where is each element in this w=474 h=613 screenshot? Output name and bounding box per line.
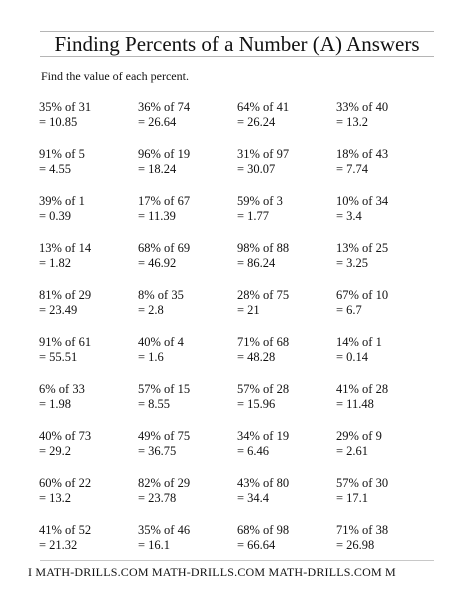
problem-answer: = 46.92 bbox=[138, 256, 177, 270]
problem-item bbox=[237, 335, 336, 382]
problem-question: 57% of 30 bbox=[336, 476, 389, 490]
problem-answer: = 21.32 bbox=[39, 538, 78, 552]
problem-question: 67% of 10 bbox=[336, 288, 389, 302]
problem-item bbox=[39, 241, 138, 288]
problem-question: 96% of 19 bbox=[138, 147, 191, 161]
problem-answer: = 2.8 bbox=[138, 303, 164, 317]
problem-item bbox=[39, 523, 138, 570]
problem-answer: = 3.4 bbox=[336, 209, 362, 223]
problem-item bbox=[336, 335, 435, 382]
problem-question: 43% of 80 bbox=[237, 476, 290, 490]
problem-item bbox=[39, 476, 138, 523]
problem-item bbox=[237, 147, 336, 194]
problem-answer: = 4.55 bbox=[39, 162, 72, 176]
footer-rule bbox=[40, 560, 434, 561]
problem-answer: = 34.4 bbox=[237, 491, 270, 505]
problem-answer: = 86.24 bbox=[237, 256, 276, 270]
problem-answer: = 13.2 bbox=[39, 491, 72, 505]
title-bottom-rule bbox=[40, 56, 434, 57]
problem-question: 81% of 29 bbox=[39, 288, 92, 302]
problem-item bbox=[138, 382, 237, 429]
problem-answer: = 6.7 bbox=[336, 303, 362, 317]
problem-answer: = 23.78 bbox=[138, 491, 177, 505]
problem-answer: = 18.24 bbox=[138, 162, 177, 176]
problem-item bbox=[237, 382, 336, 429]
problem-question: 41% of 28 bbox=[336, 382, 389, 396]
problem-question: 18% of 43 bbox=[336, 147, 389, 161]
problem-item bbox=[336, 100, 435, 147]
problem-answer: = 6.46 bbox=[237, 444, 270, 458]
problem-answer: = 17.1 bbox=[336, 491, 369, 505]
problem-item bbox=[138, 241, 237, 288]
problem-item bbox=[138, 523, 237, 570]
problem-question: 8% of 35 bbox=[138, 288, 184, 302]
problem-question: 71% of 68 bbox=[237, 335, 290, 349]
problem-item bbox=[237, 241, 336, 288]
problem-answer: = 1.77 bbox=[237, 209, 270, 223]
problem-item bbox=[39, 147, 138, 194]
problem-item bbox=[237, 523, 336, 570]
problem-question: 14% of 1 bbox=[336, 335, 382, 349]
problem-grid bbox=[39, 100, 439, 570]
problem-item bbox=[336, 429, 435, 476]
problem-question: 91% of 5 bbox=[39, 147, 85, 161]
problem-item bbox=[237, 476, 336, 523]
problem-question: 39% of 1 bbox=[39, 194, 85, 208]
page-title: Finding Percents of a Number (A) Answers bbox=[54, 32, 420, 56]
problem-question: 17% of 67 bbox=[138, 194, 191, 208]
problem-item bbox=[39, 100, 138, 147]
problem-answer: = 30.07 bbox=[237, 162, 276, 176]
problem-question: 13% of 14 bbox=[39, 241, 92, 255]
problem-answer: = 21 bbox=[237, 303, 260, 317]
problem-answer: = 11.39 bbox=[138, 209, 176, 223]
problem-item bbox=[237, 429, 336, 476]
problem-answer: = 36.75 bbox=[138, 444, 177, 458]
problem-item bbox=[138, 288, 237, 335]
problem-item bbox=[39, 382, 138, 429]
problem-answer: = 13.2 bbox=[336, 115, 369, 129]
problem-answer: = 23.49 bbox=[39, 303, 78, 317]
problem-item bbox=[39, 429, 138, 476]
problem-answer: = 3.25 bbox=[336, 256, 369, 270]
problem-answer: = 55.51 bbox=[39, 350, 78, 364]
problem-question: 28% of 75 bbox=[237, 288, 290, 302]
problem-question: 57% of 15 bbox=[138, 382, 191, 396]
problem-question: 64% of 41 bbox=[237, 100, 290, 114]
problem-question: 36% of 74 bbox=[138, 100, 191, 114]
footer-watermark: I MATH-DRILLS.COM MATH-DRILLS.COM MATH-DRILLS.COM M bbox=[28, 565, 396, 579]
problem-answer: = 10.85 bbox=[39, 115, 78, 129]
problem-question: 60% of 22 bbox=[39, 476, 92, 490]
problem-item bbox=[138, 476, 237, 523]
problem-answer: = 0.14 bbox=[336, 350, 369, 364]
problem-question: 98% of 88 bbox=[237, 241, 290, 255]
problem-answer: = 11.48 bbox=[336, 397, 374, 411]
problem-question: 41% of 52 bbox=[39, 523, 92, 537]
problem-item bbox=[336, 147, 435, 194]
problem-question: 82% of 29 bbox=[138, 476, 191, 490]
problem-item bbox=[138, 335, 237, 382]
problem-answer: = 26.98 bbox=[336, 538, 375, 552]
problem-answer: = 7.74 bbox=[336, 162, 369, 176]
problem-item bbox=[39, 194, 138, 241]
problem-question: 40% of 73 bbox=[39, 429, 92, 443]
problem-answer: = 2.61 bbox=[336, 444, 369, 458]
problem-item bbox=[336, 382, 435, 429]
problem-question: 13% of 25 bbox=[336, 241, 389, 255]
problem-item bbox=[138, 100, 237, 147]
problem-answer: = 0.39 bbox=[39, 209, 72, 223]
problem-item bbox=[336, 288, 435, 335]
problem-question: 29% of 9 bbox=[336, 429, 382, 443]
problem-question: 59% of 3 bbox=[237, 194, 283, 208]
problem-item bbox=[237, 194, 336, 241]
problem-item bbox=[237, 100, 336, 147]
problem-answer: = 66.64 bbox=[237, 538, 276, 552]
problem-item bbox=[237, 288, 336, 335]
problem-question: 35% of 46 bbox=[138, 523, 191, 537]
problem-question: 10% of 34 bbox=[336, 194, 389, 208]
problem-answer: = 26.64 bbox=[138, 115, 177, 129]
problem-question: 6% of 33 bbox=[39, 382, 85, 396]
problem-question: 57% of 28 bbox=[237, 382, 290, 396]
problem-question: 40% of 4 bbox=[138, 335, 184, 349]
problem-item bbox=[336, 241, 435, 288]
problem-question: 33% of 40 bbox=[336, 100, 389, 114]
problem-question: 49% of 75 bbox=[138, 429, 191, 443]
problem-item bbox=[336, 194, 435, 241]
problem-item bbox=[138, 194, 237, 241]
problem-item bbox=[336, 476, 435, 523]
problem-question: 68% of 98 bbox=[237, 523, 290, 537]
problem-question: 91% of 61 bbox=[39, 335, 92, 349]
problem-answer: = 16.1 bbox=[138, 538, 171, 552]
problem-answer: = 1.98 bbox=[39, 397, 72, 411]
problem-item bbox=[138, 147, 237, 194]
problem-item bbox=[138, 429, 237, 476]
problem-question: 34% of 19 bbox=[237, 429, 290, 443]
instructions: Find the value of each percent. bbox=[41, 69, 189, 83]
problem-question: 68% of 69 bbox=[138, 241, 191, 255]
problem-answer: = 29.2 bbox=[39, 444, 72, 458]
problem-item bbox=[336, 523, 435, 570]
problem-question: 71% of 38 bbox=[336, 523, 389, 537]
problem-item bbox=[39, 335, 138, 382]
problem-question: 35% of 31 bbox=[39, 100, 92, 114]
problem-answer: = 26.24 bbox=[237, 115, 276, 129]
problem-question: 31% of 97 bbox=[237, 147, 290, 161]
problem-answer: = 48.28 bbox=[237, 350, 276, 364]
problem-item bbox=[39, 288, 138, 335]
problem-answer: = 8.55 bbox=[138, 397, 171, 411]
problem-answer: = 1.82 bbox=[39, 256, 72, 270]
problem-answer: = 1.6 bbox=[138, 350, 164, 364]
problem-answer: = 15.96 bbox=[237, 397, 276, 411]
